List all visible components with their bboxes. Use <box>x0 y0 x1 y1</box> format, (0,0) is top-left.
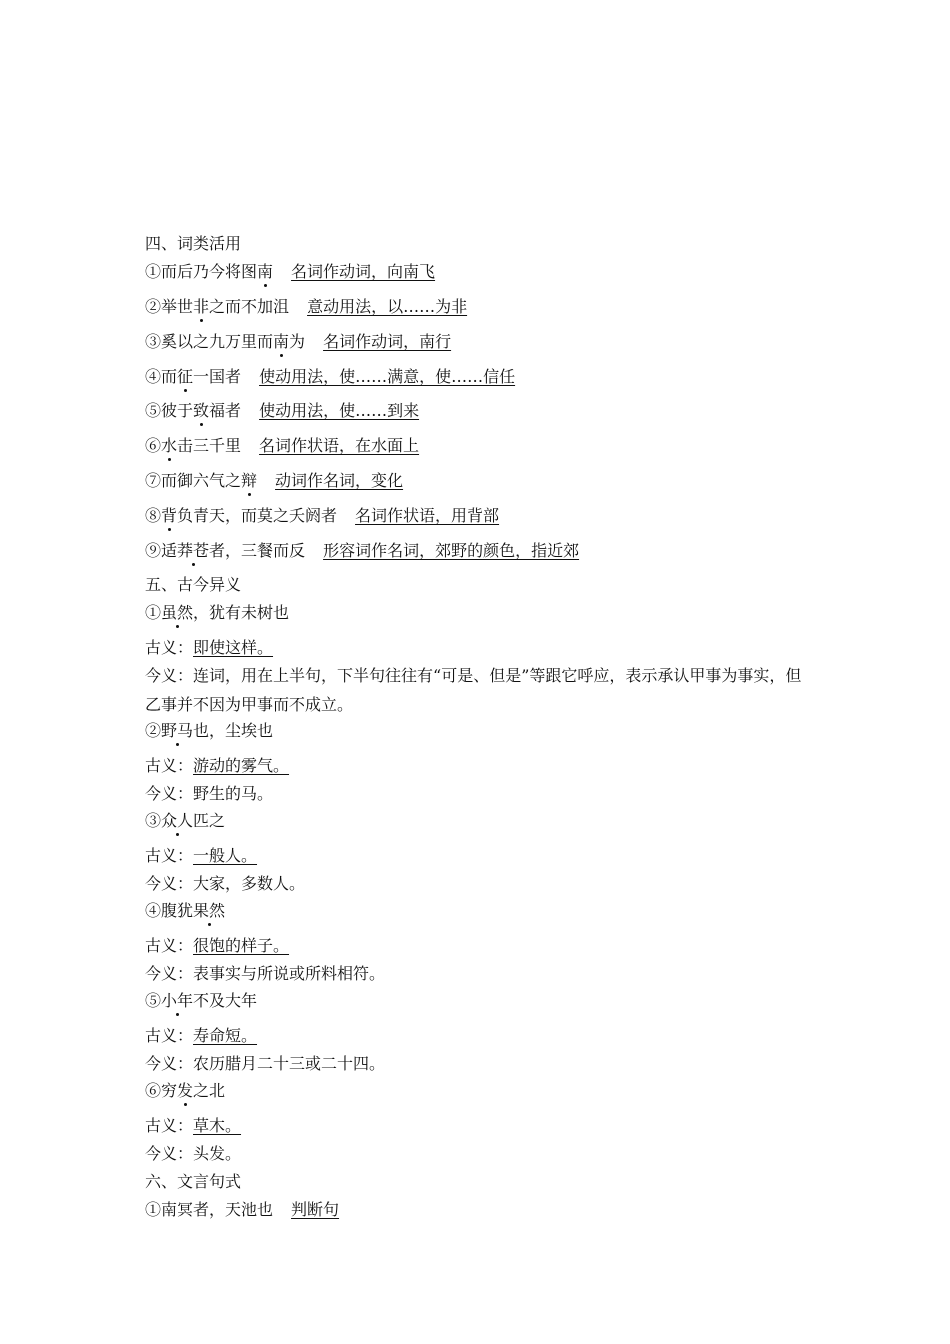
answer-text: 使动用法，使……到来 <box>259 401 420 420</box>
gu-meaning: 古义：即使这样。 <box>145 638 274 657</box>
jin-meaning: 今义：农历腊月二十三或二十四。 <box>145 1054 386 1073</box>
answer-text: 名词作动词，南行 <box>323 332 452 351</box>
list-item: ④腹犹果然 <box>145 901 226 920</box>
list-item: ⑤小年不及大年 <box>145 991 258 1010</box>
list-item: ①虽然，犹有未树也 <box>145 603 290 622</box>
gu-meaning: 古义：草木。 <box>145 1116 242 1135</box>
list-item: ⑤彼于致福者 使动用法，使……到来 <box>145 401 420 420</box>
emphasis-char: 众人 <box>161 811 194 830</box>
jin-meaning: 今义：表事实与所说或所料相符。 <box>145 964 386 983</box>
jin-meaning: 今义：头发。 <box>145 1144 242 1163</box>
emphasis-char: 小年 <box>161 991 194 1010</box>
answer-text: 一般人。 <box>193 846 258 865</box>
answer-text: 动词作名词，变化 <box>275 471 404 490</box>
emphasis-char: 水 <box>161 436 178 455</box>
emphasis-char: 致 <box>193 401 210 420</box>
list-item: ③众人匹之 <box>145 811 226 830</box>
emphasis-char: 辩 <box>241 471 258 490</box>
emphasis-char: 非 <box>193 297 210 316</box>
answer-text: 寿命短。 <box>193 1026 258 1045</box>
section-title-ancient-modern: 五、古今异义 <box>145 575 242 594</box>
answer-text: 草木。 <box>193 1116 242 1135</box>
jin-meaning: 今义：大家，多数人。 <box>145 874 306 893</box>
gu-meaning: 古义：游动的雾气。 <box>145 756 290 775</box>
jin-meaning: 今义：连词，用在上半句，下半句往往有“可是、但是”等跟它呼应，表示承认甲事为事实，但乙事并不因为甲事而不成立。 <box>145 666 802 714</box>
list-item: ①而后乃今将图南 名词作动词，向南飞 <box>145 262 436 281</box>
gu-meaning: 古义：很饱的样子。 <box>145 936 290 955</box>
answer-text: 很饱的样子。 <box>193 936 290 955</box>
list-item: ⑥水击三千里 名词作状语，在水面上 <box>145 436 420 455</box>
gu-meaning: 古义：一般人。 <box>145 846 258 865</box>
list-item: ⑦而御六气之辩 动词作名词，变化 <box>145 471 404 490</box>
answer-text: 即使这样。 <box>193 638 274 657</box>
list-item: ②举世非之而不加沮 意动用法，以……为非 <box>145 297 468 316</box>
list-item: ⑨适莽苍者，三餐而反 形容词作名词，郊野的颜色，指近郊 <box>145 541 580 560</box>
emphasis-char: 背 <box>161 506 178 525</box>
answer-text: 游动的雾气。 <box>193 756 290 775</box>
emphasis-char: 莽苍 <box>177 541 210 560</box>
answer-text: 名词作状语，用背部 <box>355 506 500 525</box>
emphasis-char: 果然 <box>193 901 226 920</box>
emphasis-char: 南 <box>273 332 290 351</box>
emphasis-char: 征 <box>177 367 194 386</box>
answer-text: 形容词作名词，郊野的颜色，指近郊 <box>323 541 580 560</box>
answer-text: 名词作动词，向南飞 <box>291 262 436 281</box>
list-item: ⑥穷发之北 <box>145 1081 226 1100</box>
list-item: ④而征一国者 使动用法，使……满意，使……信任 <box>145 367 516 386</box>
list-item: ⑧背负青天，而莫之夭阏者 名词作状语，用背部 <box>145 506 500 525</box>
answer-text: 意动用法，以……为非 <box>307 297 468 316</box>
answer-text: 使动用法，使……满意，使……信任 <box>259 367 516 386</box>
list-item: ①南冥者，天池也 判断句 <box>145 1200 340 1219</box>
answer-text: 判断句 <box>291 1200 340 1219</box>
jin-meaning: 今义：野生的马。 <box>145 784 274 803</box>
section-title-word-class: 四、词类活用 <box>145 234 242 253</box>
gu-meaning: 古义：寿命短。 <box>145 1026 258 1045</box>
list-item: ②野马也，尘埃也 <box>145 721 274 740</box>
section-title-sentence-patterns: 六、文言句式 <box>145 1172 242 1191</box>
emphasis-char: 虽然 <box>161 603 194 622</box>
list-item: ③奚以之九万里而南为 名词作动词，南行 <box>145 332 452 351</box>
emphasis-char: 野马 <box>161 721 194 740</box>
emphasis-char: 南 <box>257 262 274 281</box>
answer-text: 名词作状语，在水面上 <box>259 436 420 455</box>
emphasis-char: 发 <box>177 1081 194 1100</box>
